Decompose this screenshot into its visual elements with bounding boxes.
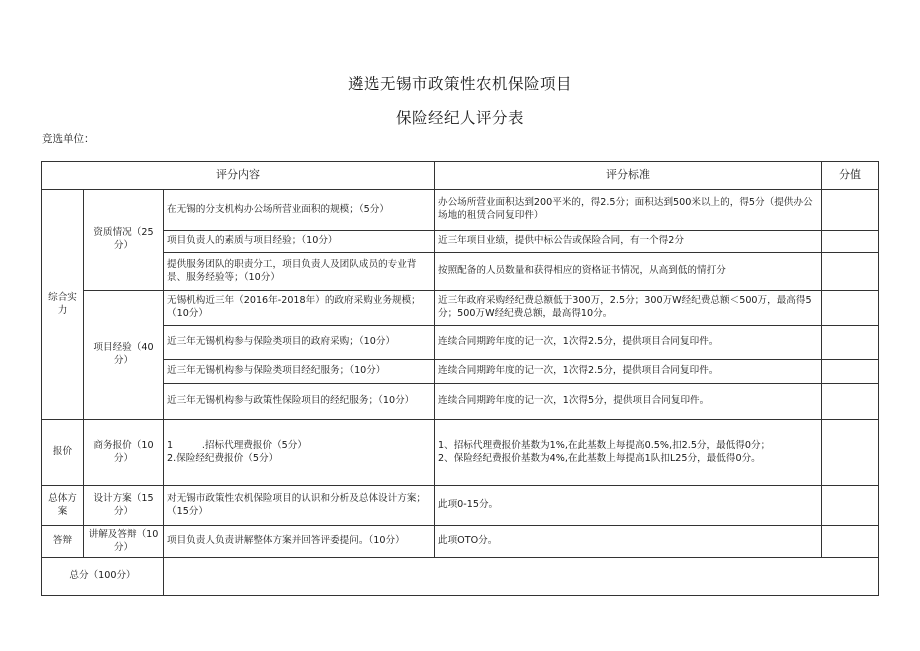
quote-content-brokerage: 2.保险经纪费报价（5分） <box>167 452 279 464</box>
table-row <box>42 190 879 231</box>
total-value <box>164 558 879 596</box>
row-score <box>822 291 879 326</box>
quote-criteria-brokerage: 2、保险经纪费报价基数为4%,在此基数上每提高1队扣L25分，最低得0分。 <box>438 452 761 464</box>
row-criteria: 此项0-15分。 <box>435 486 822 526</box>
row-score <box>822 526 879 558</box>
total-label: 总分（100分） <box>42 558 164 596</box>
table-row <box>42 326 879 360</box>
row-criteria <box>435 420 822 486</box>
table-row-total <box>42 558 879 596</box>
row-content: 在无锡的分支机构办公场所营业面积的规模；（5分） <box>164 190 435 231</box>
row-criteria: 近三年项目业绩，提供中标公告或保险合同，有一个得2分 <box>435 231 822 253</box>
header-content: 评分内容 <box>42 162 435 190</box>
unit-label: 竞选单位： <box>42 133 95 145</box>
table-row <box>42 420 879 486</box>
row-score <box>822 360 879 384</box>
document-title-line1: 遴选无锡市政策性农机保险项目 <box>347 75 572 93</box>
group-defense: 讲解及答辩（10分） <box>84 526 164 558</box>
row-criteria: 此项OTO分。 <box>435 526 822 558</box>
section-quote: 报价 <box>42 420 84 486</box>
row-criteria: 办公场所营业面积达到200平米的，得2.5分；面积达到500米以上的，得5分（提供办公场地的租赁合同复印件） <box>435 190 822 231</box>
row-criteria: 连续合同期跨年度的记一次，1次得2.5分，提供项目合同复印件。 <box>435 360 822 384</box>
row-score <box>822 486 879 526</box>
quote-criteria-agency: 1、招标代理费报价基数为1%,在此基数上每提高0.5%,扣2.5分，最低得0分； <box>438 439 771 451</box>
table-row <box>42 253 879 291</box>
row-content: 项目负责人的素质与项目经验；（10分） <box>164 231 435 253</box>
section-plan: 总体方案 <box>42 486 84 526</box>
group-experience: 项目经验（40分） <box>84 291 164 420</box>
row-content: 提供服务团队的职责分工，项目负责人及团队成员的专业背景、服务经验等；（10分） <box>164 253 435 291</box>
row-criteria: 按照配备的人员数量和获得相应的资格证书情况，从高到低的情打分 <box>435 253 822 291</box>
document-title-line2: 保险经纪人评分表 <box>395 109 524 127</box>
row-score <box>822 384 879 420</box>
quote-content-agency: 1 .招标代理费报价（5分） <box>167 439 307 451</box>
row-criteria: 近三年政府采购经纪费总额低于300万，2.5分；300万W经纪费总额＜500万，最高得5分；500万W经纪费总额，最高得10分。 <box>435 291 822 326</box>
row-score <box>822 326 879 360</box>
row-content: 对无锡市政策性农机保险项目的认识和分析及总体设计方案；（15分） <box>164 486 435 526</box>
row-content: 近三年无锡机构参与政策性保险项目的经纪服务；（10分） <box>164 384 435 420</box>
table-header-row <box>42 162 879 190</box>
group-plan: 设计方案（15分） <box>84 486 164 526</box>
row-score <box>822 190 879 231</box>
table-row <box>42 360 879 384</box>
group-quote: 商务报价（10分） <box>84 420 164 486</box>
row-content <box>164 420 435 486</box>
table-row <box>42 486 879 526</box>
section-overall: 综合实力 <box>42 190 84 420</box>
group-qualification: 资质情况（25分） <box>84 190 164 291</box>
header-criteria: 评分标准 <box>435 162 822 190</box>
table-row <box>42 231 879 253</box>
row-criteria: 连续合同期跨年度的记一次，1次得2.5分，提供项目合同复印件。 <box>435 326 822 360</box>
row-score <box>822 231 879 253</box>
row-content: 近三年无锡机构参与保险类项目经纪服务；（10分） <box>164 360 435 384</box>
row-content: 无锡机构近三年（2016年-2018年）的政府采购业务规模；（10分） <box>164 291 435 326</box>
row-criteria: 连续合同期跨年度的记一次，1次得5分，提供项目合同复印件。 <box>435 384 822 420</box>
row-content: 项目负责人负责讲解整体方案并回答评委提问。（10分） <box>164 526 435 558</box>
row-score <box>822 253 879 291</box>
scoring-table <box>41 161 879 596</box>
row-score <box>822 420 879 486</box>
table-row <box>42 291 879 326</box>
table-row <box>42 526 879 558</box>
header-score: 分值 <box>822 162 879 190</box>
section-defense: 答辩 <box>42 526 84 558</box>
row-content: 近三年无锡机构参与保险类项目的政府采购；（10分） <box>164 326 435 360</box>
table-row <box>42 384 879 420</box>
